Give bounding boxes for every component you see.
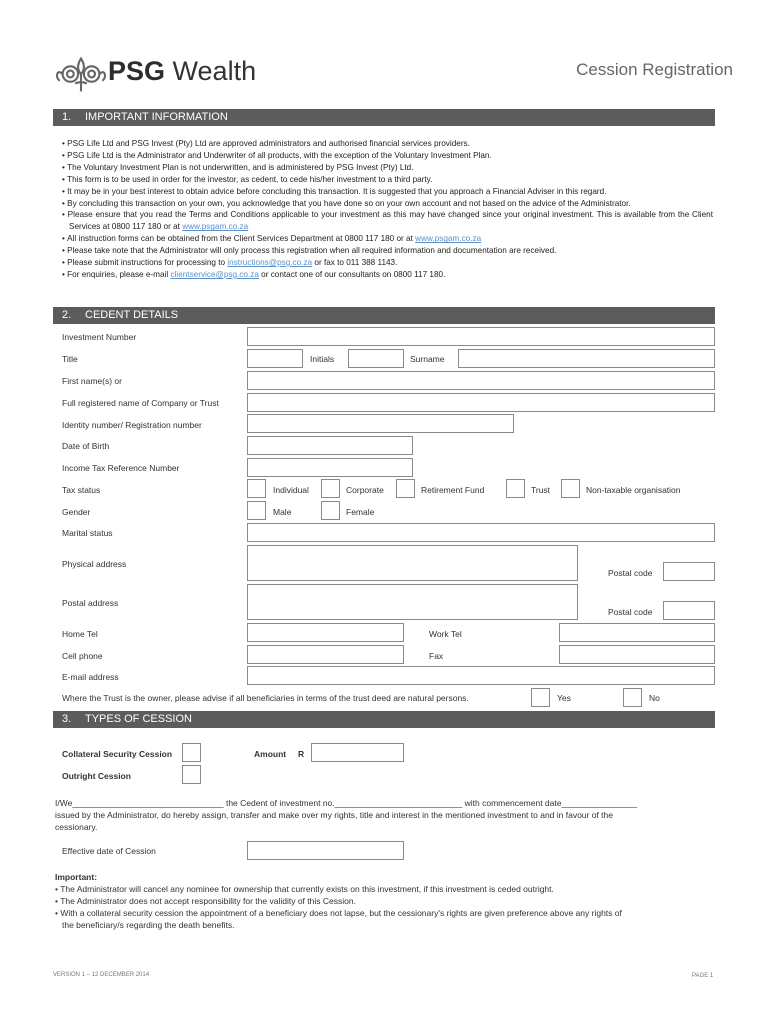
list-item: • The Voluntary Investment Plan is not underwritten, and is administered by PSG Invest (Pty) Ltd. [62, 162, 713, 174]
fax-field[interactable] [559, 645, 715, 664]
tax-individual-checkbox[interactable] [247, 479, 266, 498]
tax-retirement-checkbox[interactable] [396, 479, 415, 498]
section-header-important-information: 1. IMPORTANT INFORMATION [53, 109, 715, 126]
tax-trust-checkbox[interactable] [506, 479, 525, 498]
list-item: • It may be in your best interest to obtain advice before concluding this transaction. It is suggested that you approach a Financial Adviser in this regard. [62, 186, 713, 198]
clientservice-email-link[interactable]: clientservice@psg.co.za [170, 269, 259, 279]
section-header-types-of-cession: 3. TYPES OF CESSION [53, 711, 715, 728]
postal-address-field[interactable] [247, 584, 578, 620]
tax-corporate-label: Corporate [346, 485, 384, 495]
dob-field[interactable] [247, 436, 413, 455]
psgam-link[interactable]: www.psgam.co.za [415, 234, 482, 244]
fax-label: Fax [429, 651, 444, 661]
important-item-2: • The Administrator does not accept responsibility for the validity of this Cession. [55, 896, 356, 906]
tax-individual-label: Individual [273, 485, 309, 495]
home-tel-label: Home Tel [62, 629, 98, 639]
trust-yes-checkbox[interactable] [531, 688, 550, 707]
important-info-list [62, 138, 713, 281]
list-item: • By concluding this transaction on your own, you acknowledge that you have done so on your own account and not based on the advice of the Administrator. [62, 198, 713, 210]
outright-cession-label: Outright Cession [62, 771, 131, 781]
physical-postal-code-label: Postal code [608, 568, 653, 578]
title-field[interactable] [247, 349, 303, 368]
gender-label: Gender [62, 507, 91, 517]
id-number-field[interactable] [247, 414, 514, 433]
cell-phone-label: Cell phone [62, 651, 103, 661]
collateral-cession-checkbox[interactable] [182, 743, 201, 762]
cell-phone-field[interactable] [247, 645, 404, 664]
declaration-line-1: I/We________________________________ the Cedent of investment no.___________________________ with commencement date________________ [55, 798, 638, 808]
amount-label: Amount [254, 749, 287, 759]
first-names-field[interactable] [247, 371, 715, 390]
trust-no-checkbox[interactable] [623, 688, 642, 707]
company-name-label: Full registered name of Company or Trust [62, 398, 219, 408]
list-item: • PSG Life Ltd is the Administrator and Underwriter of all products, with the exception of the Voluntary Investment Plan. [62, 150, 713, 162]
tax-retirement-label: Retirement Fund [421, 485, 485, 495]
tax-trust-label: Trust [531, 485, 551, 495]
marital-status-field[interactable] [247, 523, 715, 542]
dob-label: Date of Birth [62, 441, 110, 451]
physical-address-field[interactable] [247, 545, 578, 581]
tax-non-taxable-checkbox[interactable] [561, 479, 580, 498]
page-title: Cession Registration [576, 60, 733, 79]
important-item-3-cont: the beneficiary/s regarding the death benefits. [62, 920, 235, 930]
investment-number-field[interactable] [247, 327, 715, 346]
gender-male-label: Male [273, 507, 292, 517]
psg-logo-icon [52, 54, 110, 94]
collateral-cession-label: Collateral Security Cession [62, 749, 173, 759]
version-footer: VERSION 1 – 12 DECEMBER 2014 [53, 972, 150, 978]
email-field[interactable] [247, 666, 715, 685]
instructions-email-link[interactable]: instructions@psg.co.za [227, 258, 313, 268]
declaration-line-3: cessionary. [55, 822, 98, 832]
list-item: • This form is to be used in order for the investor, as cedent, to cede his/her investment to a third party. [62, 174, 713, 186]
tax-ref-label: Income Tax Reference Number [62, 463, 180, 473]
surname-field[interactable] [458, 349, 715, 368]
tax-status-label: Tax status [62, 485, 101, 495]
tax-non-taxable-label: Non-taxable organisation [586, 485, 681, 495]
page-number: PAGE 1 [692, 973, 714, 979]
tax-ref-field[interactable] [247, 458, 413, 477]
section-header-cedent-details: 2. CEDENT DETAILS [53, 307, 715, 324]
currency-label: R [298, 749, 305, 759]
initials-field[interactable] [348, 349, 404, 368]
brand-name: PSG Wealth [108, 56, 257, 86]
physical-address-label: Physical address [62, 559, 127, 569]
list-item: • Please take note that the Administrator will only process this registration when all required information and documentation are received. [62, 245, 713, 257]
initials-label: Initials [310, 354, 335, 364]
list-item: • PSG Life Ltd and PSG Invest (Pty) Ltd are approved administrators and authorised financial services providers. [62, 138, 713, 150]
important-item-1: • The Administrator will cancel any nominee for ownership that currently exists on this investment, if this investment is ceded outright. [55, 884, 554, 894]
list-item: • Please ensure that you read the Terms and Conditions applicable to your investment as this may have changed since your original investment. This is available from the Client Services at 0800 117 180 or at www.psgam.co.za [62, 209, 713, 233]
physical-postal-code-field[interactable] [663, 562, 715, 581]
surname-label: Surname [410, 354, 445, 364]
amount-field[interactable] [311, 743, 404, 762]
effective-date-field[interactable] [247, 841, 404, 860]
gender-male-checkbox[interactable] [247, 501, 266, 520]
postal-address-label: Postal address [62, 598, 119, 608]
postal-postal-code-field[interactable] [663, 601, 715, 620]
trust-question-label: Where the Trust is the owner, please advise if all beneficiaries in terms of the trust deed are natural persons. [62, 693, 469, 703]
outright-cession-checkbox[interactable] [182, 765, 201, 784]
work-tel-label: Work Tel [429, 629, 462, 639]
email-label: E-mail address [62, 672, 119, 682]
list-item: • Please submit instructions for processing to instructions@psg.co.za or fax to 011 388 1143. [62, 257, 713, 269]
declaration-line-2: issued by the Administrator, do hereby assign, transfer and make over my rights, title and interest in the mentioned investment to and in favour of the [55, 810, 613, 820]
title-label: Title [62, 354, 78, 364]
important-item-3: • With a collateral security cession the appointment of a beneficiary does not lapse, but the cessionary's rights are given preference above any rights of [55, 908, 622, 918]
marital-status-label: Marital status [62, 528, 113, 538]
effective-date-label: Effective date of Cession [62, 846, 156, 856]
gender-female-checkbox[interactable] [321, 501, 340, 520]
first-names-label: First name(s) or [62, 376, 122, 386]
list-item: • For enquiries, please e-mail clientservice@psg.co.za or contact one of our consultants on 0800 117 180. [62, 269, 713, 281]
id-number-label: Identity number/ Registration number [62, 420, 202, 430]
gender-female-label: Female [346, 507, 375, 517]
list-item: • All instruction forms can be obtained from the Client Services Department at 0800 117 180 or at www.psgam.co.za [62, 233, 713, 245]
work-tel-field[interactable] [559, 623, 715, 642]
home-tel-field[interactable] [247, 623, 404, 642]
investment-number-label: Investment Number [62, 332, 137, 342]
postal-postal-code-label: Postal code [608, 607, 653, 617]
trust-yes-label: Yes [557, 693, 571, 703]
company-name-field[interactable] [247, 393, 715, 412]
important-heading: Important: [55, 872, 98, 882]
tax-corporate-checkbox[interactable] [321, 479, 340, 498]
psgam-link[interactable]: www.psgam.co.za [182, 222, 249, 232]
trust-no-label: No [649, 693, 660, 703]
